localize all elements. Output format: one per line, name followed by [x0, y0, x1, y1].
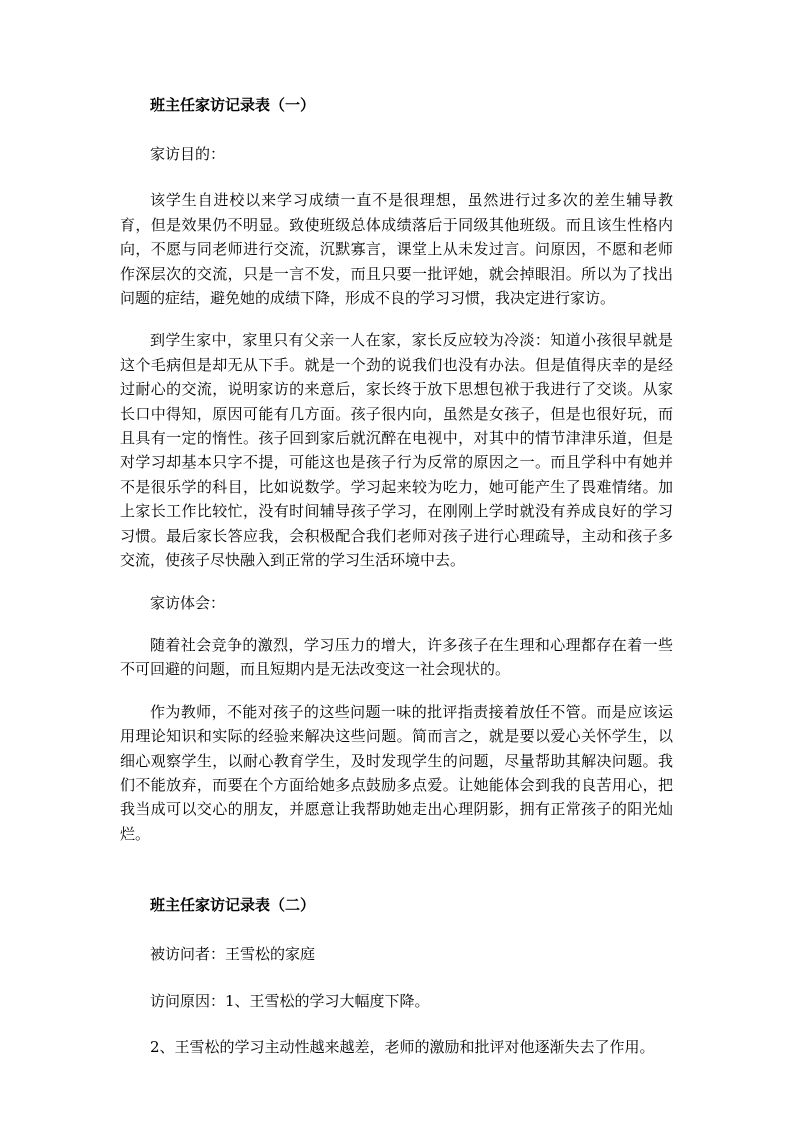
purpose-label: 家访目的： [150, 145, 226, 163]
reflection-paragraph-1: 随着社会竞争的激烈，学习压力的增大，许多孩子在生理和心理都存在着一些不可回避的问题，而且短期内是无法改变这一社会现状的。 [120, 635, 673, 679]
purpose-paragraph-1: 该学生自进校以来学习成绩一直不是很理想，虽然进行过多次的差生辅导教育，但是效果仍不明显。致使班级总体成绩落后于同级其他班级。而且该生性格内向，不愿与同老师进行交流，沉默寡言，课堂上从未发过言。问原因，不愿和老师作深层次的交流，只是一言不发，而且只要一批评她，就会掉眼泪。所以为了找出问题的症结，避免她的成绩下降，形成不良的学习习惯，我决定进行家访。 [120, 191, 673, 308]
reason-line-2: 2、王雪松的学习主动性越来越差，老师的激励和批评对他逐渐失去了作用。 [150, 1037, 655, 1056]
reflection-label: 家访体会： [150, 593, 226, 612]
reflection-paragraph-2: 作为教师，不能对孩子的这些问题一味的批评指责接着放任不管。而是应该运用理论知识和实际的经验来解决这些问题。简而言之，就是要以爱心关怀学生，以细心观察学生，以耐心教育学生，及时发现学生的问题，尽量帮助其解决问题。我们不能放弃，而要在个方面给她多点鼓励多点爱。让她能体会到我的良苦用心，把我当成可以交心的朋友，并愿意让我帮助她走出心理阴影，拥有正常孩子的阳光灿烂。 [120, 702, 673, 843]
purpose-paragraph-2: 到学生家中，家里只有父亲一人在家，家长反应较为冷淡：知道小孩很早就是这个毛病但是却无从下手。就是一个劲的说我们也没有办法。但是值得庆幸的是经过耐心的交流，说明家访的来意后，家长终于放下思想包袱于我进行了交谈。从家长口中得知，原因可能有几方面。孩子很内向，虽然是女孩子，但是也很好玩，而且具有一定的惰性。孩子回到家后就沉醉在电视中，对其中的情节津津乐道，但是对学习却基本只字不提，可能这也是孩子行为反常的原因之一。而且学科中有她并不是很乐学的科目，比如说数学。学习起来较为吃力，她可能产生了畏难情绪。加上家长工作比较忙，没有时间辅导孩子学习，在刚刚上学时就没有养成良好的学习习惯。最后家长答应我，会积极配合我们老师对孩子进行心理疏导，主动和孩子多交流，使孩子尽快融入到正常的学习生活环境中去。 [120, 331, 673, 570]
document-body [120, 90, 673, 1059]
visitee-line: 被访问者：王雪松的家庭 [150, 945, 316, 964]
reason-line-1: 访问原因：1、王雪松的学习大幅度下降。 [150, 991, 430, 1010]
section2-title: 班主任家访记录表（二） [150, 896, 316, 915]
section1-title: 班主任家访记录表（一） [150, 96, 316, 114]
